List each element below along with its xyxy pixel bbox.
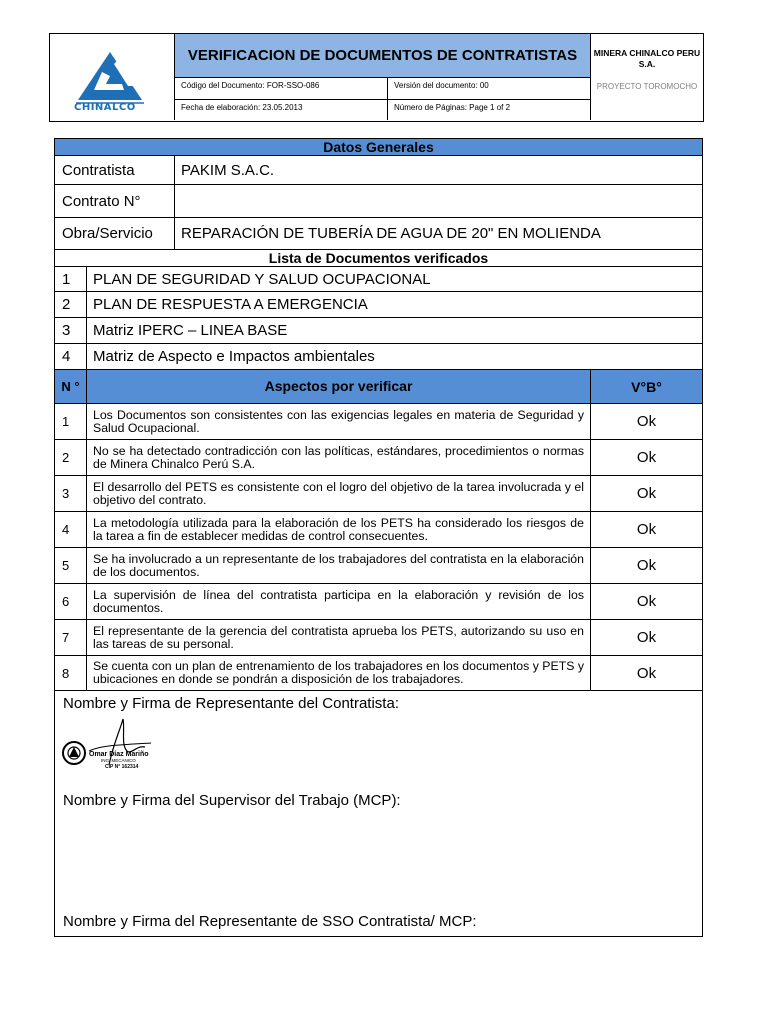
check-text: La metodología utilizada para la elaboración de los PETS ha considerado los riesgos de la tarea a fin de establecer medidas de control consecuentes.	[87, 512, 591, 547]
column-number-header: N °	[55, 370, 87, 403]
check-number: 8	[55, 656, 87, 690]
check-text: La supervisión de línea del contratista participa en la elaboración y revisión de los documentos.	[87, 584, 591, 619]
page-count: Número de Páginas: Page 1 of 2	[387, 100, 591, 120]
service-label: Obra/Servicio	[55, 218, 175, 249]
check-text: Se cuenta con un plan de entrenamiento de los trabajadores en los documentos y PETS y ubicaciones en donde se pondrán a disposición de los trabajadores.	[87, 656, 591, 690]
document-header	[49, 33, 704, 122]
document-name: PLAN DE RESPUESTA A EMERGENCIA	[93, 296, 368, 313]
service-row	[55, 218, 702, 250]
check-number: 6	[55, 584, 87, 619]
document-title: VERIFICACION DE DOCUMENTOS DE CONTRATISTAS	[174, 34, 591, 78]
document-row	[55, 292, 702, 318]
check-number: 4	[55, 512, 87, 547]
general-data-heading: Datos Generales	[55, 139, 702, 156]
check-approval: Ok	[636, 413, 657, 430]
check-row	[55, 440, 702, 476]
stamp-title: ING. MECANICO	[101, 758, 136, 763]
contractor-label: Contratista	[55, 156, 175, 184]
document-row	[55, 267, 702, 292]
document-number: 2	[55, 292, 87, 317]
document-number: 1	[55, 267, 87, 291]
check-row	[55, 476, 702, 512]
checks-header-row	[55, 370, 702, 404]
company-block	[591, 34, 703, 120]
document-row	[55, 318, 702, 344]
document-number: 3	[55, 318, 87, 343]
check-text: Se ha involucrado a un representante de los trabajadores del contratista en la elaboración de los documentos.	[87, 548, 591, 583]
contract-row	[55, 185, 702, 218]
documents-heading: Lista de Documentos verificados	[55, 250, 702, 267]
contractor-row	[55, 156, 702, 185]
check-approval: Ok	[636, 485, 657, 502]
document-name: PLAN DE SEGURIDAD Y SALUD OCUPACIONAL	[93, 270, 431, 288]
chinalco-logo	[50, 34, 174, 120]
check-number: 3	[55, 476, 87, 511]
check-approval: Ok	[636, 449, 657, 466]
document-row	[55, 344, 702, 370]
check-text: No se ha detectado contradicción con las políticas, estándares, procedimientos o normas de Minera Chinalco Perú S.A.	[87, 440, 591, 475]
check-number: 2	[55, 440, 87, 475]
check-number: 7	[55, 620, 87, 655]
service-value: REPARACIÓN DE TUBERÍA DE AGUA DE 20" EN MOLIENDA	[181, 225, 601, 242]
company-name: MINERA CHINALCO PERU S.A.	[593, 48, 701, 69]
document-version: Versión del documento: 00	[387, 78, 591, 100]
elaboration-date: Fecha de elaboración: 23.05.2013	[174, 100, 387, 120]
verification-table	[54, 138, 703, 937]
document-name: Matriz de Aspecto e Impactos ambientales	[93, 348, 375, 365]
check-approval: Ok	[636, 664, 657, 682]
check-text: Los Documentos son consistentes con las exigencias legales en materia de Seguridad y Salud Ocupacional.	[87, 404, 591, 439]
check-row	[55, 656, 702, 691]
column-aspect-header: Aspectos por verificar	[87, 370, 591, 403]
stamp-name: Omar Díaz Mariño	[89, 751, 149, 758]
project-name: PROYECTO TOROMOCHO	[596, 82, 698, 91]
logo-wordmark: CHINALCO	[74, 102, 136, 113]
check-text: El desarrollo del PETS es consistente con el logro del objetivo de la tarea involucrada y el objetivo del contrato.	[87, 476, 591, 511]
check-row	[55, 584, 702, 620]
contract-value	[175, 185, 702, 217]
supervisor-signature-label: Nombre y Firma del Supervisor del Trabajo (MCP):	[63, 792, 401, 809]
contractor-value: PAKIM S.A.C.	[181, 161, 275, 179]
check-number: 5	[55, 548, 87, 583]
column-approval-header: V°B°	[631, 378, 662, 395]
contractor-rep-signature-label: Nombre y Firma de Representante del Contratista:	[63, 695, 399, 712]
check-row	[55, 548, 702, 584]
stamp-cip: CIP N° 162314	[105, 764, 139, 770]
check-row	[55, 404, 702, 440]
check-approval: Ok	[636, 629, 657, 646]
check-approval: Ok	[636, 593, 657, 610]
document-number: 4	[55, 344, 87, 369]
check-text: El representante de la gerencia del contratista aprueba los PETS, autorizando su uso en las tareas de su personal.	[87, 620, 591, 655]
check-approval: Ok	[636, 557, 657, 574]
check-number: 1	[55, 404, 87, 439]
contract-label: Contrato N°	[55, 185, 175, 217]
signature-stamp-icon	[61, 715, 153, 771]
check-row	[55, 620, 702, 656]
signature-section	[55, 691, 702, 936]
check-row	[55, 512, 702, 548]
check-approval: Ok	[636, 521, 657, 538]
document-name: Matriz IPERC – LINEA BASE	[93, 322, 288, 339]
document-code: Código del Documento: FOR-SSO-086	[174, 78, 387, 100]
sso-rep-signature-label: Nombre y Firma del Representante de SSO Contratista/ MCP:	[63, 913, 477, 930]
